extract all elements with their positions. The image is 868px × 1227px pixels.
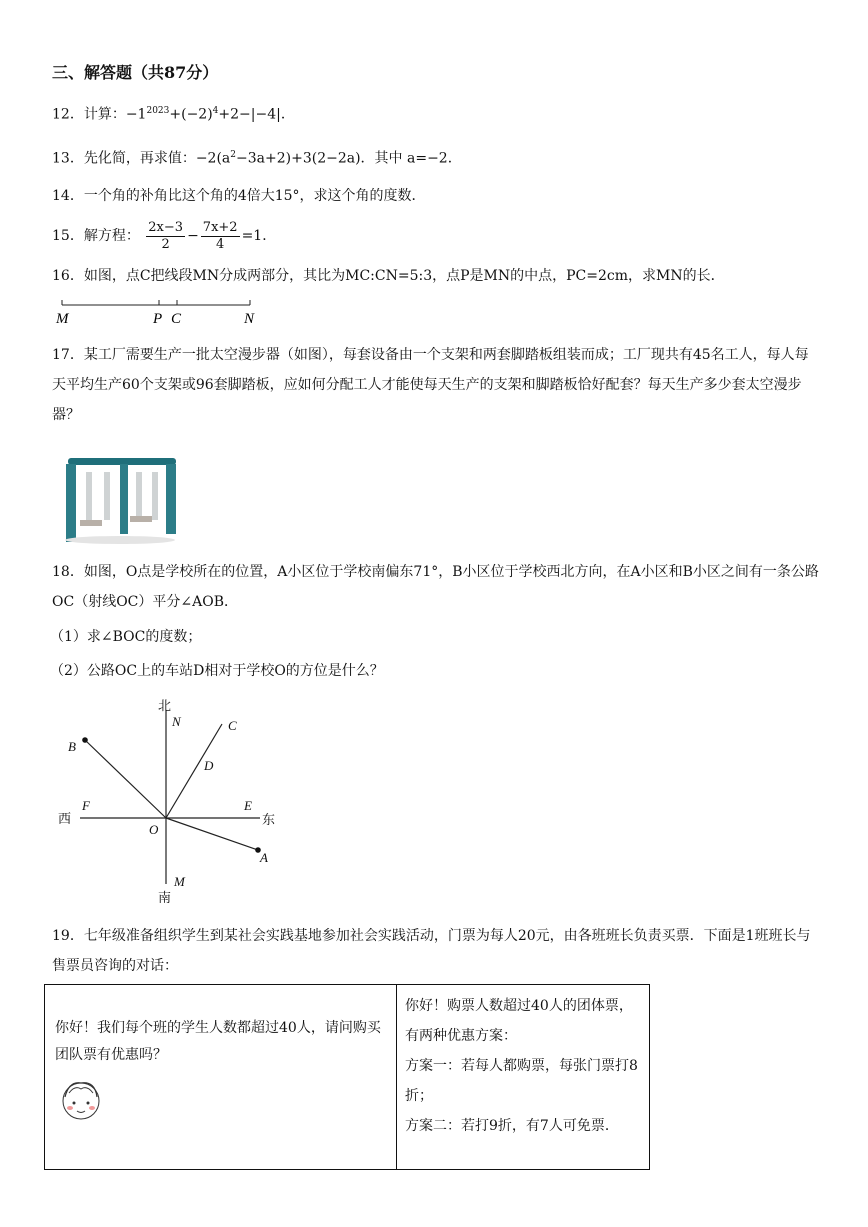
label-c: C	[228, 718, 237, 733]
question-12: 12．计算：$-1^{2023}+(-2)^4+2-|-4|$．	[52, 106, 295, 123]
label-c: C	[171, 311, 182, 327]
question-14: 14．一个角的补角比这个角的4倍大15°，求这个角的度数．	[52, 188, 426, 204]
fraction-1: $\frac{2x-3}{2}$	[148, 219, 184, 252]
question-18: 18．如图，O点是学校所在的位置，A小区位于学校南偏东71°，B小区位于学校西北方向，在A小区和B小区之间有一条公路OC（射线OC）平分∠AOB．	[52, 564, 819, 610]
question-18-part-2: （2）公路OC上的车站D相对于学校O的方位是什么？	[50, 663, 384, 679]
label-f: F	[82, 798, 90, 813]
label-west: 西	[58, 811, 72, 826]
question-15: 15．解方程： $\frac{2x-3}{2}$ − $\frac{7x+2}{4}$ =1．	[52, 219, 277, 252]
question-16: 16．如图，点C把线段MN分成两部分，其比为MC:CN=5:3，点P是MN的中点，PC=2cm，求MN的长．	[52, 268, 725, 284]
section-title: 三、解答题（共87分）	[52, 63, 219, 82]
label-south: 南	[158, 890, 172, 905]
label-east: 东	[262, 812, 276, 827]
dialogue-table	[44, 984, 650, 1170]
label-m: M	[174, 874, 185, 889]
label-a: A	[260, 850, 268, 865]
label-e: E	[244, 798, 252, 813]
student-avatar-icon	[55, 1075, 107, 1127]
label-n: N	[244, 311, 255, 327]
label-north: 北	[158, 698, 172, 713]
fraction-2: $\frac{7x+2}{4}$	[202, 219, 238, 252]
dialogue-student: 你好！我们每个班的学生人数都超过40人，请问购买团队票有优惠吗？	[45, 985, 397, 1170]
label-b: B	[68, 739, 76, 754]
question-17: 17．某工厂需要生产一批太空漫步器（如图），每套设备由一个支架和两套脚踏板组装而成；工厂现共有45名工人，每人每天平均生产60个支架或96套脚踏板，应如何分配工人才能使每天生产的支架和脚踏板恰好配套？每天生产多少套太空漫步器？	[52, 347, 809, 423]
label-n: N	[172, 714, 181, 729]
space-walker-image	[58, 450, 183, 545]
dialogue-seller: 你好！购票人数超过40人的团体票，有两种优惠方案： 方案一：若每人都购票，每张门票打8折； 方案二：若打9折，有7人可免票．	[397, 985, 650, 1170]
label-o: O	[149, 822, 159, 837]
label-d: D	[204, 758, 214, 773]
label-m: M	[56, 311, 69, 327]
question-18-part-1: （1）求∠BOC的度数；	[50, 629, 202, 645]
question-19: 19．七年级准备组织学生到某社会实践基地参加社会实践活动，门票为每人20元，由各班班长负责买票．下面是1班班长与售票员咨询的对话：	[52, 928, 811, 974]
direction-figure	[52, 696, 292, 911]
label-p: P	[153, 311, 163, 327]
segment-figure	[56, 296, 266, 326]
question-13: 13．先化简，再求值：$-2(a^2-3a+2)+3(2-2a)$．其中 a=−2．	[52, 150, 462, 167]
